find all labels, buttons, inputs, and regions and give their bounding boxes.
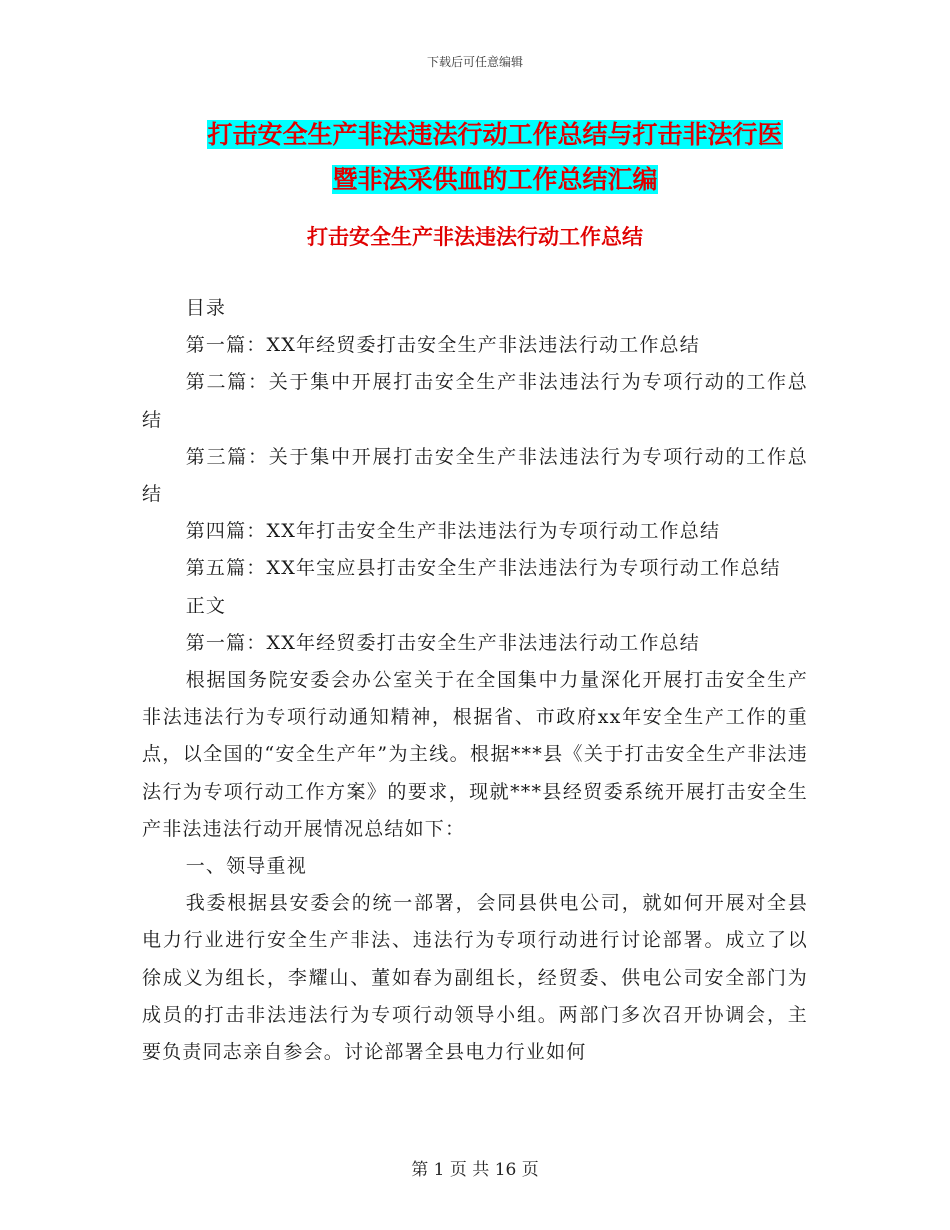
header-note: 下载后可任意编辑 [426, 55, 523, 69]
body-text [142, 290, 808, 1071]
paragraph: 根据国务院安委会办公室关于在全国集中力量深化开展打击安全生产非法违法行为专项行动通知精神，根据省、市政府xx年安全生产工作的重点，以全国的“安全生产年”为主线。根据***县《关于打击安全生产非法违法行为专项行动工作方案》的要求，现就***县经贸委系统开展打击安全生产非法违法行动开展情况总结如下： [142, 669, 808, 840]
toc-item-2: 第二篇：关于集中开展打击安全生产非法违法行为专项行动的工作总结 [142, 371, 808, 431]
section-title: 打击安全生产非法违法行动工作总结 [307, 225, 643, 249]
toc-item-3: 第三篇：关于集中开展打击安全生产非法违法行为专项行动的工作总结 [142, 445, 808, 506]
paragraph: 我委根据县安委会的统一部署，会同县供电公司，就如何开展对全县电力行业进行安全生产非法、违法行为专项行动进行讨论部署。成立了以徐成义为组长，李耀山、董如春为副组长，经贸委、供电公司安全部门为成员的打击非法违法行为专项行动领导小组。两部门多次召开协调会，主要负责同志亲自参会。讨论部署全县电力行业如何 [142, 892, 808, 1064]
main-title [140, 112, 850, 202]
main-title-line-1: 打击安全生产非法违法行动工作总结与打击非法行医 [207, 120, 783, 149]
chapter-title: 第一篇：XX年经贸委打击安全生产非法违法行动工作总结 [185, 631, 700, 654]
toc-item-1: 第一篇：XX年经贸委打击安全生产非法违法行动工作总结 [185, 334, 700, 357]
body-heading: 正文 [185, 594, 227, 617]
toc-item-4: 第四篇：XX年打击安全生产非法违法行为专项行动工作总结 [185, 520, 721, 543]
subsection-heading: 一、领导重视 [185, 855, 307, 878]
page-footer: 第 1 页 共 16 页 [411, 1160, 539, 1180]
main-title-line-2: 暨非法采供血的工作总结汇编 [332, 165, 658, 194]
toc-item-5: 第五篇：XX年宝应县打击安全生产非法违法行为专项行动工作总结 [185, 557, 781, 580]
toc-heading: 目录 [185, 297, 227, 319]
